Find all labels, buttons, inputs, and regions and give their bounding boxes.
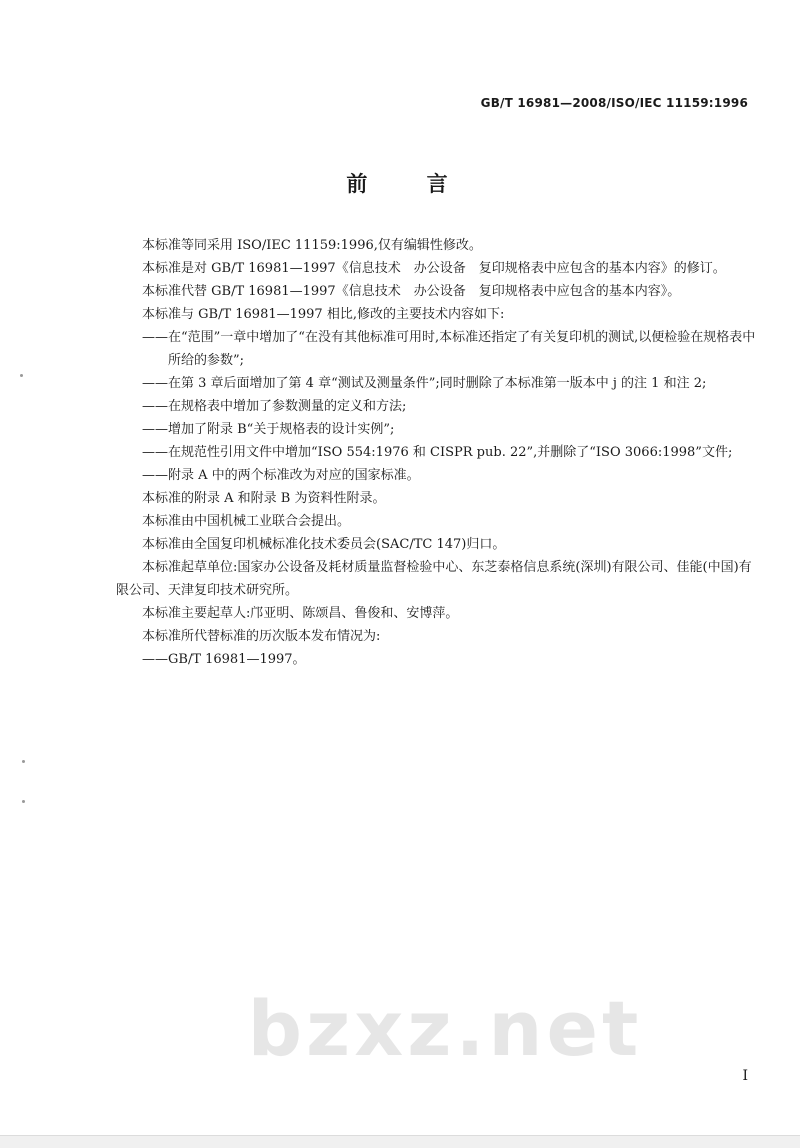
paragraph: 本标准主要起草人:邝亚明、陈颂昌、鲁俊和、安博萍。: [142, 606, 459, 621]
document-code: GB/T 16981—2008/ISO/IEC 11159:1996: [480, 96, 748, 110]
document-body: [116, 234, 756, 671]
watermark: bzxz.net: [247, 984, 643, 1073]
scan-speck: [22, 800, 25, 803]
paragraph: 本标准所代替标准的历次版本发布情况为:: [142, 629, 381, 644]
page-bottom-edge: [0, 1135, 800, 1148]
page-title: 前 言: [346, 172, 474, 196]
paragraph: 本标准代替 GB/T 16981—1997《信息技术 办公设备 复印规格表中应包含的基本内容》。: [142, 284, 681, 299]
paragraph: 本标准等同采用 ISO/IEC 11159:1996,仅有编辑性修改。: [142, 238, 482, 253]
list-item: ——在规范性引用文件中增加“ISO 554:1976 和 CISPR pub. 22”,并删除了“ISO 3066:1998”文件;: [142, 445, 733, 460]
list-item: ——在第 3 章后面增加了第 4 章“测试及测量条件”;同时删除了本标准第一版本中 j 的注 1 和注 2;: [142, 376, 707, 391]
paragraph: 本标准由中国机械工业联合会提出。: [142, 514, 351, 529]
list-item: ——GB/T 16981—1997。: [142, 652, 306, 667]
scan-speck: [20, 374, 23, 377]
list-item: ——在“范围”一章中增加了“在没有其他标准可用时,本标准还指定了有关复印机的测试,以便检验在规格表中所给的参数”;: [142, 330, 756, 368]
scan-speck: [22, 760, 25, 763]
list-item: ——在规格表中增加了参数测量的定义和方法;: [142, 399, 407, 414]
list-item: ——增加了附录 B“关于规格表的设计实例”;: [142, 422, 395, 437]
paragraph: 本标准由全国复印机械标准化技术委员会(SAC/TC 147)归口。: [142, 537, 506, 552]
page-number: I: [742, 1068, 748, 1084]
paragraph: 本标准与 GB/T 16981—1997 相比,修改的主要技术内容如下:: [142, 307, 505, 322]
paragraph: 本标准起草单位:国家办公设备及耗材质量监督检验中心、东芝泰格信息系统(深圳)有限公司、佳能(中国)有限公司、天津复印技术研究所。: [116, 560, 752, 598]
list-item: ——附录 A 中的两个标准改为对应的国家标准。: [142, 468, 420, 483]
paragraph: 本标准的附录 A 和附录 B 为资料性附录。: [142, 491, 386, 506]
paragraph: 本标准是对 GB/T 16981—1997《信息技术 办公设备 复印规格表中应包含的基本内容》的修订。: [142, 261, 726, 276]
